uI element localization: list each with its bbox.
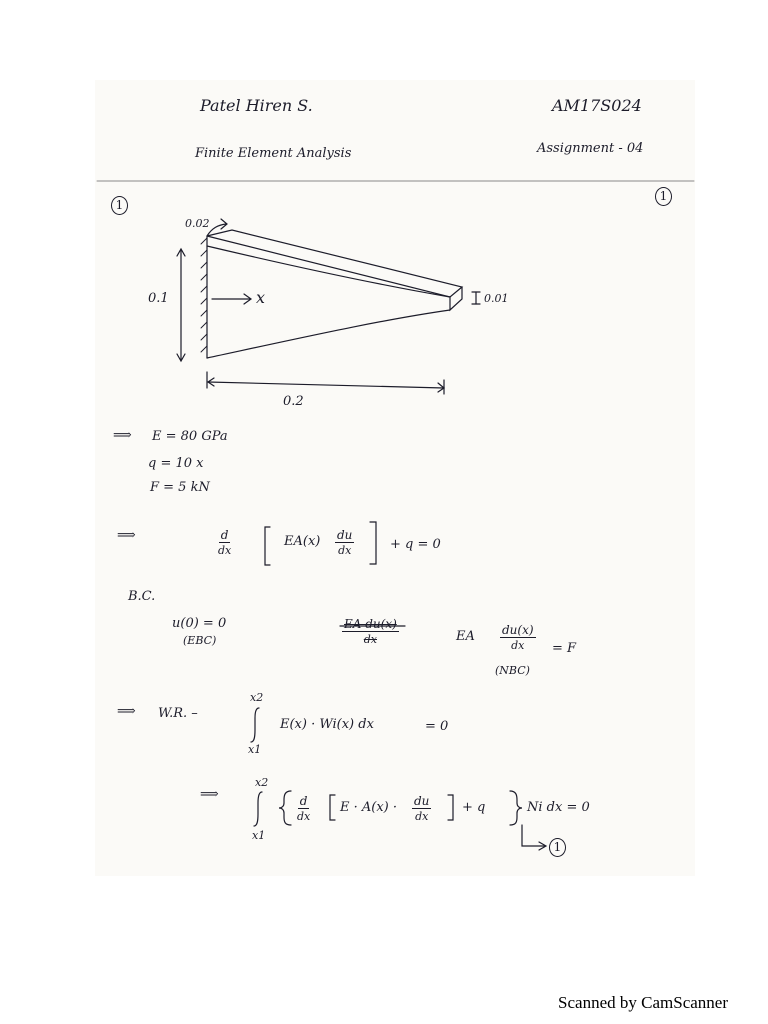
numerator-d: d [220, 528, 229, 542]
assignment-label: Assignment - 04 [537, 141, 644, 156]
given-E: E = 80 GPa [152, 429, 228, 444]
label-top-depth: 0.02 [185, 217, 210, 230]
nbc-EA: EA [456, 629, 475, 644]
weak-lower-limit: x1 [252, 829, 266, 842]
roll-number: AM17S024 [552, 96, 642, 115]
implies-arrow-4: ⟹ [200, 787, 219, 802]
weak-fraction-d-dx [297, 795, 310, 822]
tapered-bar-figure [177, 219, 480, 394]
question-number: 1 [111, 196, 128, 215]
weak-numerator-d: d [299, 794, 308, 808]
page-number: 1 [655, 187, 672, 206]
denominator-dx: dx [218, 544, 232, 557]
struck-numerator: EA du(x) [344, 617, 397, 631]
numerator-du: du [337, 528, 353, 542]
given-F: F = 5 kN [150, 480, 210, 495]
wr-rhs: = 0 [425, 719, 449, 734]
label-length: 0.2 [283, 394, 304, 409]
term-EA: EA(x) [284, 534, 321, 549]
weak-tail: Ni dx = 0 [527, 800, 590, 815]
nbc-denominator: dx [511, 639, 525, 652]
page-number-circle [655, 187, 672, 206]
given-q: q = 10 x [148, 456, 204, 471]
struck-fraction [342, 618, 399, 645]
label-axis-x: x [256, 288, 266, 307]
implies-arrow-2: ⟹ [117, 528, 136, 543]
nbc-fraction [500, 624, 536, 651]
weak-term-EA: E · A(x) · [340, 800, 398, 815]
course-title: Finite Element Analysis [195, 146, 352, 161]
nbc-rhs: = F [552, 641, 577, 656]
weak-numerator-du: du [414, 794, 430, 808]
wr-label: W.R. – [158, 706, 198, 721]
bc-title: B.C. [128, 589, 156, 604]
fraction-du-dx [335, 529, 354, 556]
camscanner-footer: Scanned by CamScanner [558, 993, 728, 1012]
equation-ref-circle [549, 838, 566, 857]
weak-fraction-du-dx [412, 795, 431, 822]
weak-plus-q: + q [462, 800, 486, 815]
label-height: 0.1 [148, 291, 169, 306]
weak-denominator-dx: dx [297, 810, 311, 823]
nbc-numerator: du(x) [502, 623, 534, 637]
denominator-dx2: dx [338, 544, 352, 557]
fraction-d-dx [218, 529, 231, 556]
struck-denominator: dx [363, 633, 378, 646]
ebc-label: (EBC) [183, 634, 217, 647]
wr-lower-limit: x1 [248, 743, 262, 756]
equation-ref: 1 [549, 838, 566, 857]
wr-integrand: E(x) · Wi(x) dx [280, 717, 374, 732]
weak-upper-limit: x2 [255, 776, 269, 789]
label-tip-depth: 0.01 [484, 292, 509, 305]
wr-upper-limit: x2 [250, 691, 264, 704]
question-number-circle [111, 196, 128, 215]
student-name: Patel Hiren S. [200, 96, 313, 115]
nbc-label: (NBC) [495, 664, 530, 677]
weak-denominator-dx2: dx [415, 810, 429, 823]
implies-arrow-3: ⟹ [117, 704, 136, 719]
term-plus-q: + q = 0 [390, 537, 441, 552]
implies-arrow-1: ⟹ [113, 428, 132, 443]
ebc-equation: u(0) = 0 [172, 616, 227, 631]
